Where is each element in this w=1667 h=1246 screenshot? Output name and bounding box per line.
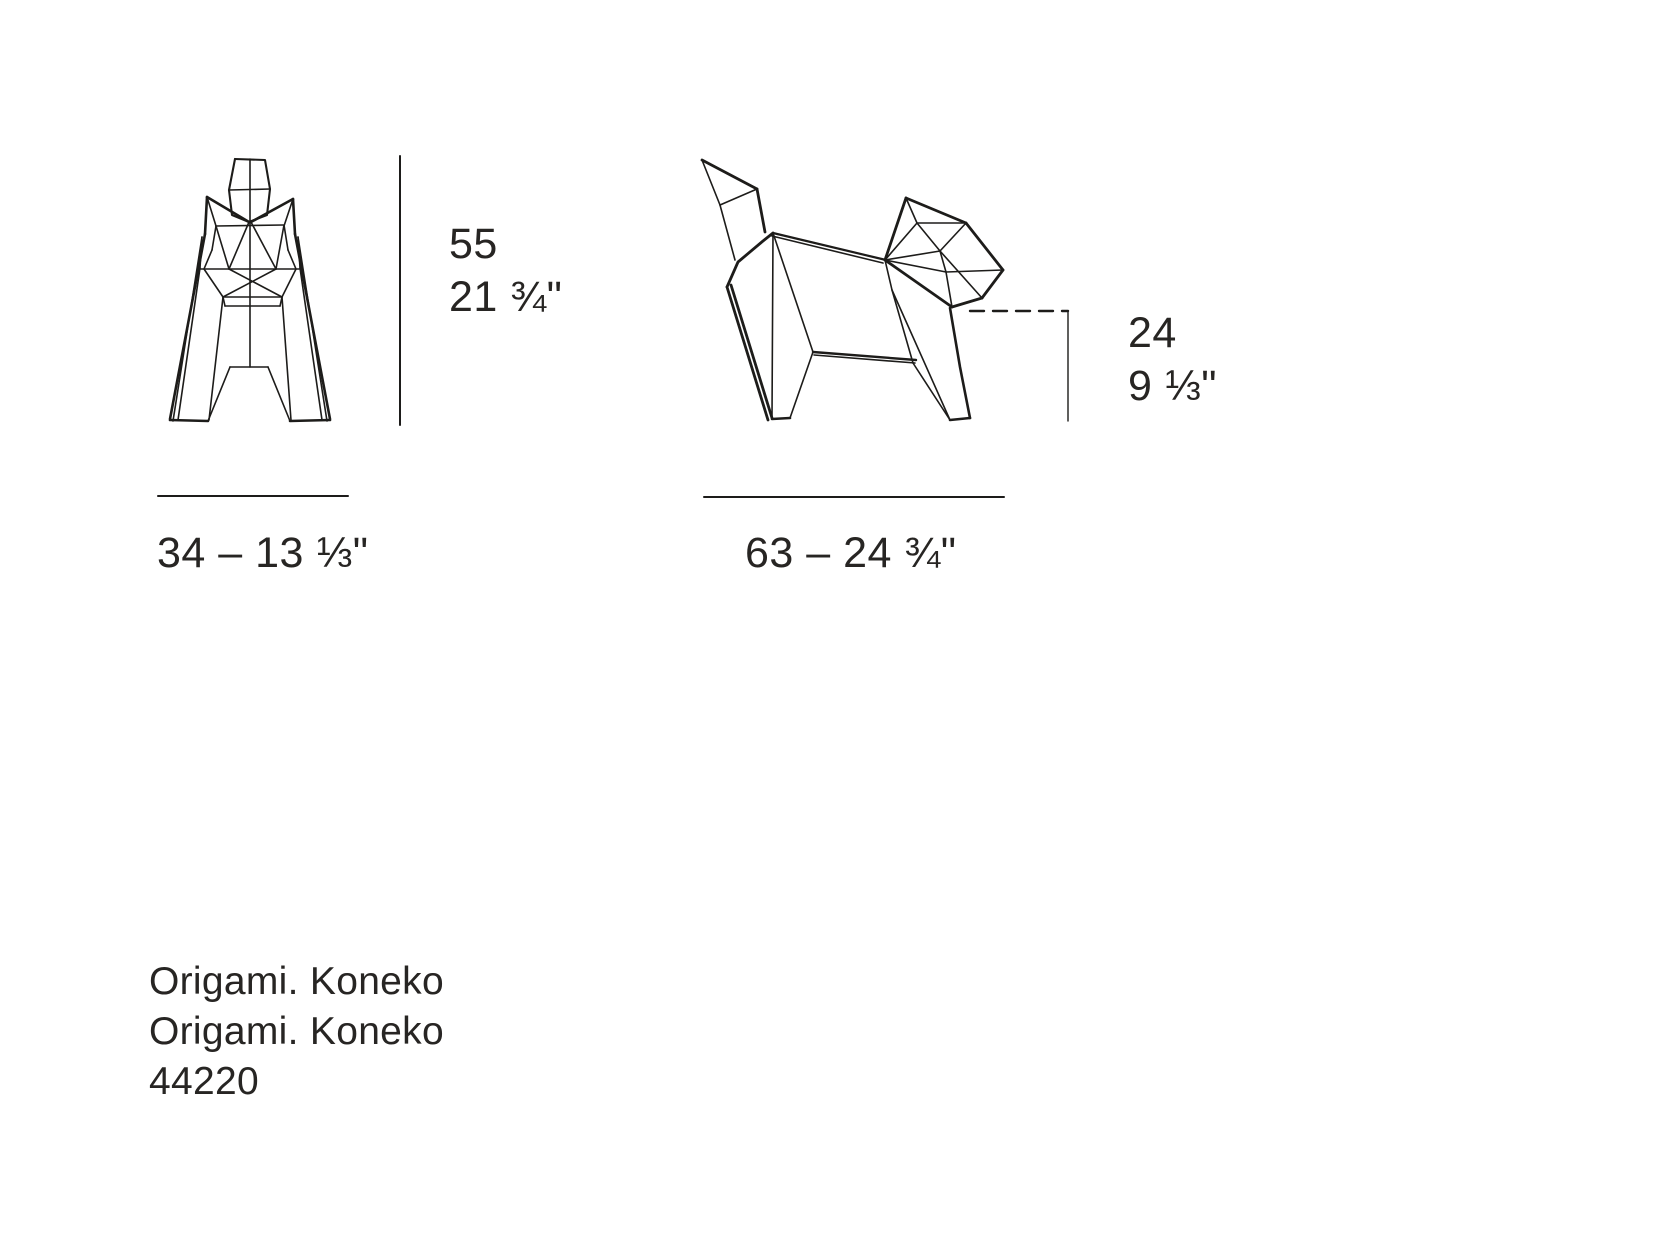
product-name-line1: Origami. Koneko (149, 960, 444, 1003)
front-width-dimension: 34 – 13 ⅓" (157, 529, 369, 577)
front-view-drawing (170, 159, 330, 421)
front-height-inches: 21 ¾" (449, 273, 563, 321)
front-height-cm: 55 (449, 220, 498, 268)
product-name-line2: Origami. Koneko (149, 1010, 444, 1053)
product-sku: 44220 (149, 1060, 259, 1103)
side-height-bracket (970, 311, 1068, 421)
front-height-dimension (449, 218, 562, 324)
side-view-drawing (702, 160, 1003, 420)
side-length-dimension: 63 – 24 ¾" (745, 529, 957, 577)
product-info (149, 957, 444, 1107)
side-height-dimension (1128, 307, 1217, 413)
side-height-inches: 9 ⅓" (1128, 362, 1217, 410)
side-height-cm: 24 (1128, 309, 1177, 357)
